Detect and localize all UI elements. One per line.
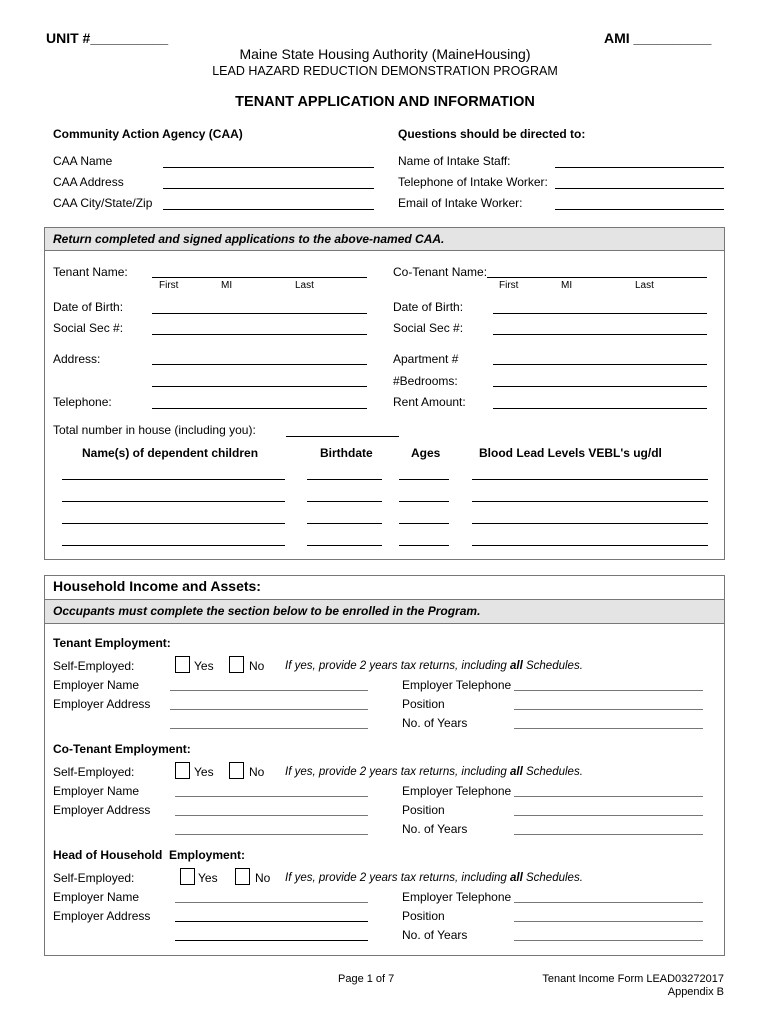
form-id: Tenant Income Form LEAD03272017 xyxy=(542,973,724,985)
tenant-employer-address-label: Employer Address xyxy=(53,697,151,711)
appendix-label: Appendix B xyxy=(667,986,724,998)
cotenant-yes-label: Yes xyxy=(194,765,214,779)
child-name-field[interactable] xyxy=(62,523,285,524)
cotenant-dob-field[interactable] xyxy=(493,313,707,314)
bedrooms-label: #Bedrooms: xyxy=(393,374,458,388)
ami-field-label: AMI __________ xyxy=(604,30,712,46)
head-employer-address-label: Employer Address xyxy=(53,909,151,923)
tax-note-text: If yes, provide 2 years tax returns, including xyxy=(285,660,510,672)
questions-heading: Questions should be directed to: xyxy=(398,127,586,141)
intake-phone-field[interactable] xyxy=(555,188,724,189)
tax-note-end: Schedules. xyxy=(522,766,583,778)
cotenant-name-field[interactable] xyxy=(487,277,707,278)
rent-label: Rent Amount: xyxy=(393,395,466,409)
head-position-field[interactable] xyxy=(514,921,703,922)
tenant-banner: Return completed and signed applications to the above-named CAA. xyxy=(53,232,445,246)
tax-note-end: Schedules. xyxy=(522,872,583,884)
cotenant-employer-phone-field[interactable] xyxy=(514,796,703,797)
child-blood-field[interactable] xyxy=(472,479,708,480)
tenant-years-label: No. of Years xyxy=(402,716,468,730)
tenant-yes-label: Yes xyxy=(194,659,214,673)
tenant-no-label: No xyxy=(249,659,265,673)
caa-address-field[interactable] xyxy=(163,188,374,189)
bedrooms-field[interactable] xyxy=(493,386,707,387)
child-name-field[interactable] xyxy=(62,479,285,480)
address-label: Address: xyxy=(53,352,101,366)
tenant-employer-address-field-2[interactable] xyxy=(170,728,368,729)
child-name-field[interactable] xyxy=(62,501,285,502)
caa-address-label: CAA Address xyxy=(53,175,124,189)
cotenant-name-label: Co-Tenant Name: xyxy=(393,265,488,279)
caa-heading: Community Action Agency (CAA) xyxy=(53,127,243,141)
cotenant-employer-name-field[interactable] xyxy=(175,796,368,797)
tax-note-text: If yes, provide 2 years tax returns, including xyxy=(285,872,510,884)
income-banner: Occupants must complete the section below to be enrolled in the Program. xyxy=(53,604,481,618)
total-house-field[interactable] xyxy=(286,436,399,437)
child-name-field[interactable] xyxy=(62,545,285,546)
head-employment-heading: Head of Household Employment: xyxy=(53,848,246,862)
tenant-position-field[interactable] xyxy=(514,709,703,710)
head-employer-phone-field[interactable] xyxy=(514,902,703,903)
child-age-field[interactable] xyxy=(399,523,449,524)
cotenant-employer-name-label: Employer Name xyxy=(53,784,140,798)
tenant-employer-address-field-1[interactable] xyxy=(170,709,368,710)
cotenant-employer-address-label: Employer Address xyxy=(53,803,151,817)
rent-field[interactable] xyxy=(493,408,707,409)
head-employer-address-field-1[interactable] xyxy=(175,921,368,922)
tenant-employer-phone-label: Employer Telephone xyxy=(402,678,512,692)
head-no-label: No xyxy=(255,871,271,885)
intake-phone-label: Telephone of Intake Worker: xyxy=(398,175,548,189)
head-position-label: Position xyxy=(402,909,445,923)
head-years-field[interactable] xyxy=(514,940,703,941)
tenant-dob-field[interactable] xyxy=(152,313,367,314)
tax-note-end: Schedules. xyxy=(522,660,583,672)
child-birthdate-field[interactable] xyxy=(307,501,382,502)
tenant-employer-name-label: Employer Name xyxy=(53,678,140,692)
tenant-name-field[interactable] xyxy=(152,277,367,278)
cotenant-yes-checkbox[interactable] xyxy=(175,762,190,779)
apartment-field[interactable] xyxy=(493,364,707,365)
child-age-field[interactable] xyxy=(399,479,449,480)
tenant-mi-label: MI xyxy=(221,280,233,291)
address-field-2[interactable] xyxy=(152,386,367,387)
head-tax-note xyxy=(285,872,583,884)
intake-name-field[interactable] xyxy=(555,167,724,168)
head-employer-address-field-2[interactable] xyxy=(175,940,368,941)
head-self-employed-label: Self-Employed: xyxy=(53,871,135,885)
intake-email-label: Email of Intake Worker: xyxy=(398,196,523,210)
caa-city-label: CAA City/State/Zip xyxy=(53,196,153,210)
tenant-ssn-label: Social Sec #: xyxy=(53,321,124,335)
tenant-self-employed-label: Self-Employed: xyxy=(53,659,135,673)
tenant-tax-note xyxy=(285,660,583,672)
cotenant-employer-address-field-2[interactable] xyxy=(175,834,368,835)
tenant-ssn-field[interactable] xyxy=(152,334,367,335)
head-years-label: No. of Years xyxy=(402,928,468,942)
income-heading: Household Income and Assets: xyxy=(53,578,261,594)
child-birthdate-field[interactable] xyxy=(307,479,382,480)
head-yes-checkbox[interactable] xyxy=(180,868,195,885)
tenant-first-label: First xyxy=(159,280,179,291)
cotenant-no-checkbox[interactable] xyxy=(229,762,244,779)
cotenant-position-field[interactable] xyxy=(514,815,703,816)
cotenant-employer-address-field-1[interactable] xyxy=(175,815,368,816)
tenant-no-checkbox[interactable] xyxy=(229,656,244,673)
tax-note-bold: all xyxy=(510,766,523,778)
unit-field-label: UNIT #__________ xyxy=(46,30,169,46)
tenant-last-label: Last xyxy=(295,280,314,291)
child-age-field[interactable] xyxy=(399,545,449,546)
intake-name-label: Name of Intake Staff: xyxy=(398,154,511,168)
cotenant-mi-label: MI xyxy=(561,280,573,291)
head-yes-label: Yes xyxy=(198,871,218,885)
caa-name-label: CAA Name xyxy=(53,154,113,168)
tax-note-bold: all xyxy=(510,872,523,884)
tenant-employment-heading: Tenant Employment: xyxy=(53,636,171,650)
child-birthdate-field[interactable] xyxy=(307,545,382,546)
cotenant-last-label: Last xyxy=(635,280,654,291)
child-blood-field[interactable] xyxy=(472,545,708,546)
child-blood-field[interactable] xyxy=(472,501,708,502)
cotenant-years-label: No. of Years xyxy=(402,822,468,836)
tenant-yes-checkbox[interactable] xyxy=(175,656,190,673)
tax-note-bold: all xyxy=(510,660,523,672)
tenant-position-label: Position xyxy=(402,697,445,711)
child-birthdate-field[interactable] xyxy=(307,523,382,524)
cotenant-first-label: First xyxy=(499,280,519,291)
head-employer-phone-label: Employer Telephone xyxy=(402,890,512,904)
tax-note-text: If yes, provide 2 years tax returns, including xyxy=(285,766,510,778)
page-title: TENANT APPLICATION AND INFORMATION xyxy=(235,94,535,110)
cotenant-employer-phone-label: Employer Telephone xyxy=(402,784,512,798)
cotenant-position-label: Position xyxy=(402,803,445,817)
col-blood-header: Blood Lead Levels VEBL's ug/dl xyxy=(479,446,662,460)
caa-city-field[interactable] xyxy=(163,209,374,210)
head-no-checkbox[interactable] xyxy=(235,868,250,885)
cotenant-years-field[interactable] xyxy=(514,834,703,835)
col-children-header: Name(s) of dependent children xyxy=(82,446,259,460)
cotenant-ssn-label: Social Sec #: xyxy=(393,321,464,335)
cotenant-tax-note xyxy=(285,766,583,778)
cotenant-ssn-field[interactable] xyxy=(493,334,707,335)
head-employer-name-label: Employer Name xyxy=(53,890,140,904)
tenant-name-label: Tenant Name: xyxy=(53,265,128,279)
page-number: Page 1 of 7 xyxy=(338,973,395,985)
caa-name-field[interactable] xyxy=(163,167,374,168)
telephone-field[interactable] xyxy=(152,408,367,409)
total-house-label: Total number in house (including you): xyxy=(53,423,256,437)
tenant-employer-phone-field[interactable] xyxy=(514,690,703,691)
col-ages-header: Ages xyxy=(411,446,441,460)
program-name: LEAD HAZARD REDUCTION DEMONSTRATION PROGRAM xyxy=(212,64,558,78)
tenant-dob-label: Date of Birth: xyxy=(53,300,124,314)
cotenant-no-label: No xyxy=(249,765,265,779)
org-name: Maine State Housing Authority (MaineHousing) xyxy=(239,46,531,62)
tenant-years-field[interactable] xyxy=(514,728,703,729)
intake-email-field[interactable] xyxy=(555,209,724,210)
apartment-label: Apartment # xyxy=(393,352,459,366)
address-field-1[interactable] xyxy=(152,364,367,365)
child-age-field[interactable] xyxy=(399,501,449,502)
cotenant-self-employed-label: Self-Employed: xyxy=(53,765,135,779)
cotenant-employment-heading: Co-Tenant Employment: xyxy=(53,742,191,756)
col-birthdate-header: Birthdate xyxy=(320,446,373,460)
child-blood-field[interactable] xyxy=(472,523,708,524)
telephone-label: Telephone: xyxy=(53,395,112,409)
tenant-employer-name-field[interactable] xyxy=(170,690,368,691)
head-employer-name-field[interactable] xyxy=(175,902,368,903)
cotenant-dob-label: Date of Birth: xyxy=(393,300,464,314)
